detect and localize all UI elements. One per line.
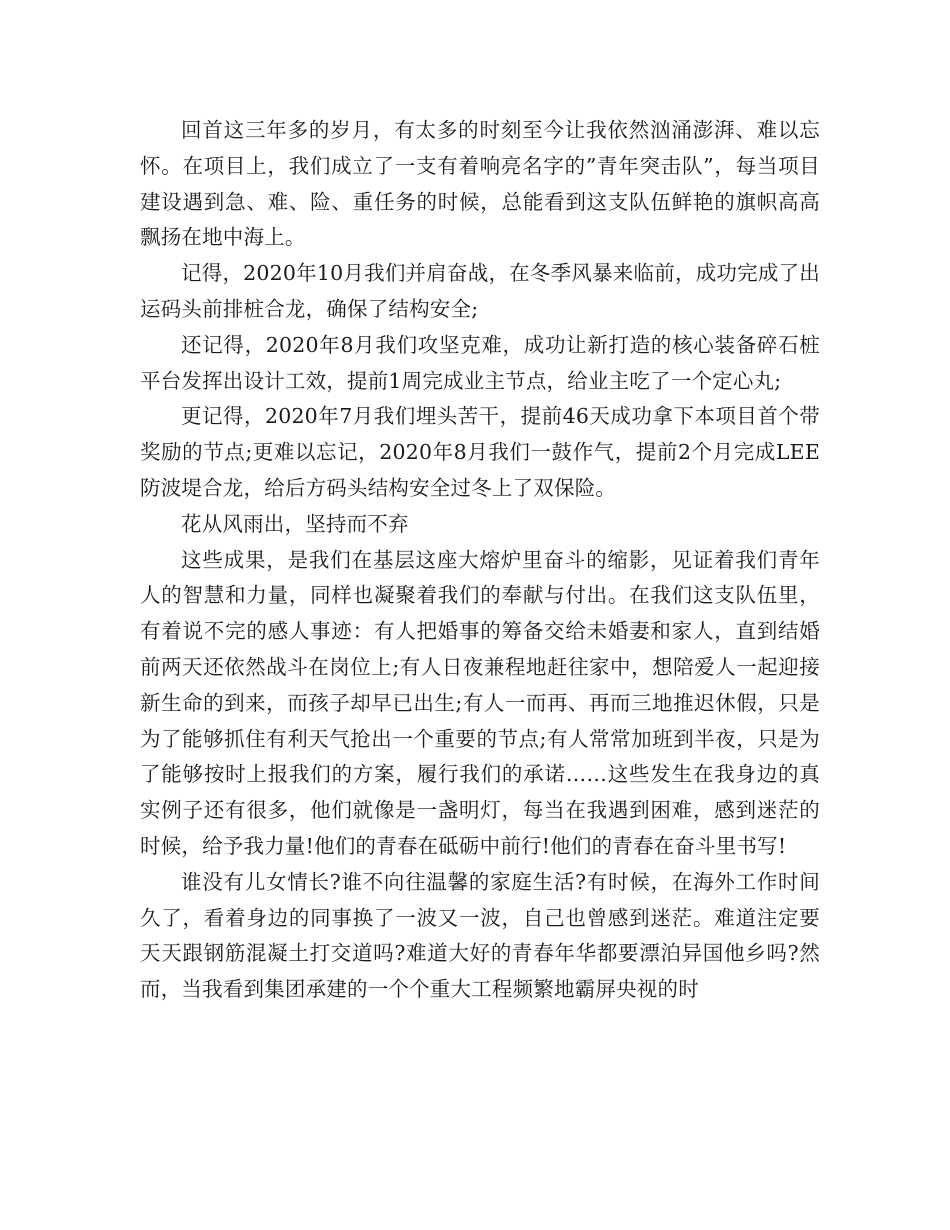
paragraph-achievements: 这些成果，是我们在基层这座大熔炉里奋斗的缩影，见证着我们青年人的智慧和力量，同样也凝聚着我们的奉献与付出。在我们这支队伍里，有着说不完的感人事迹：有人把婚事的筹备交给未婚妻和家人，直到结婚前两天还依然战斗在岗位上;有人日夜兼程地赶往家中，想陪爱人一起迎接新生命的到来，而孩子却早已出生;有人一而再、再而三地推迟休假，只是为了能够抓住有利天气抢出一个重要的节点;有人常常加班到半夜，只是为了能够按时上报我们的方案，履行我们的承诺……这些发生在我身边的真实例子还有很多，他们就像是一盏明灯，每当在我遇到困难，感到迷茫的时候，给予我力量!他们的青春在砥砺中前行!他们的青春在奋斗里书写! [140,547,820,858]
section-heading: 花从风雨出，坚持而不弃 [181,511,409,536]
paragraph-october-2020: 记得，2020年10月我们并肩奋战，在冬季风暴来临前，成功完成了出运码头前排桩合龙，确保了结构安全; [140,261,820,321]
paragraph-memories: 回首这三年多的岁月，有太多的时刻至今让我依然汹涌澎湃、难以忘怀。在项目上，我们成立了一支有着响亮名字的”青年突击队”，每当项目建设遇到急、难、险、重任务的时候，总能看到这支队伍鲜艳的旗帜高高飘扬在地中海上。 [140,118,820,250]
paragraph-reflection: 谁没有儿女情长?谁不向往温馨的家庭生活?有时候，在海外工作时间久了，看着身边的同事换了一波又一波，自己也曾感到迷茫。难道注定要天天跟钢筋混凝土打交道吗?难道大好的青春年华都要漂泊异国他乡吗?然而，当我看到集团承建的一个个重大工程频繁地霸屏央视的时 [140,869,820,1002]
paragraph-july-2020: 更记得，2020年7月我们埋头苦干，提前46天成功拿下本项目首个带奖励的节点;更难以忘记，2020年8月我们一鼓作气，提前2个月完成LEE防波堤合龙，给后方码头结构安全过冬上了双保险。 [140,404,820,500]
paragraph-august-2020: 还记得，2020年8月我们攻坚克难，成功让新打造的核心装备碎石桩平台发挥出设计工效，提前1周完成业主节点，给业主吃了一个定心丸; [140,332,820,393]
document-page [140,113,820,1008]
